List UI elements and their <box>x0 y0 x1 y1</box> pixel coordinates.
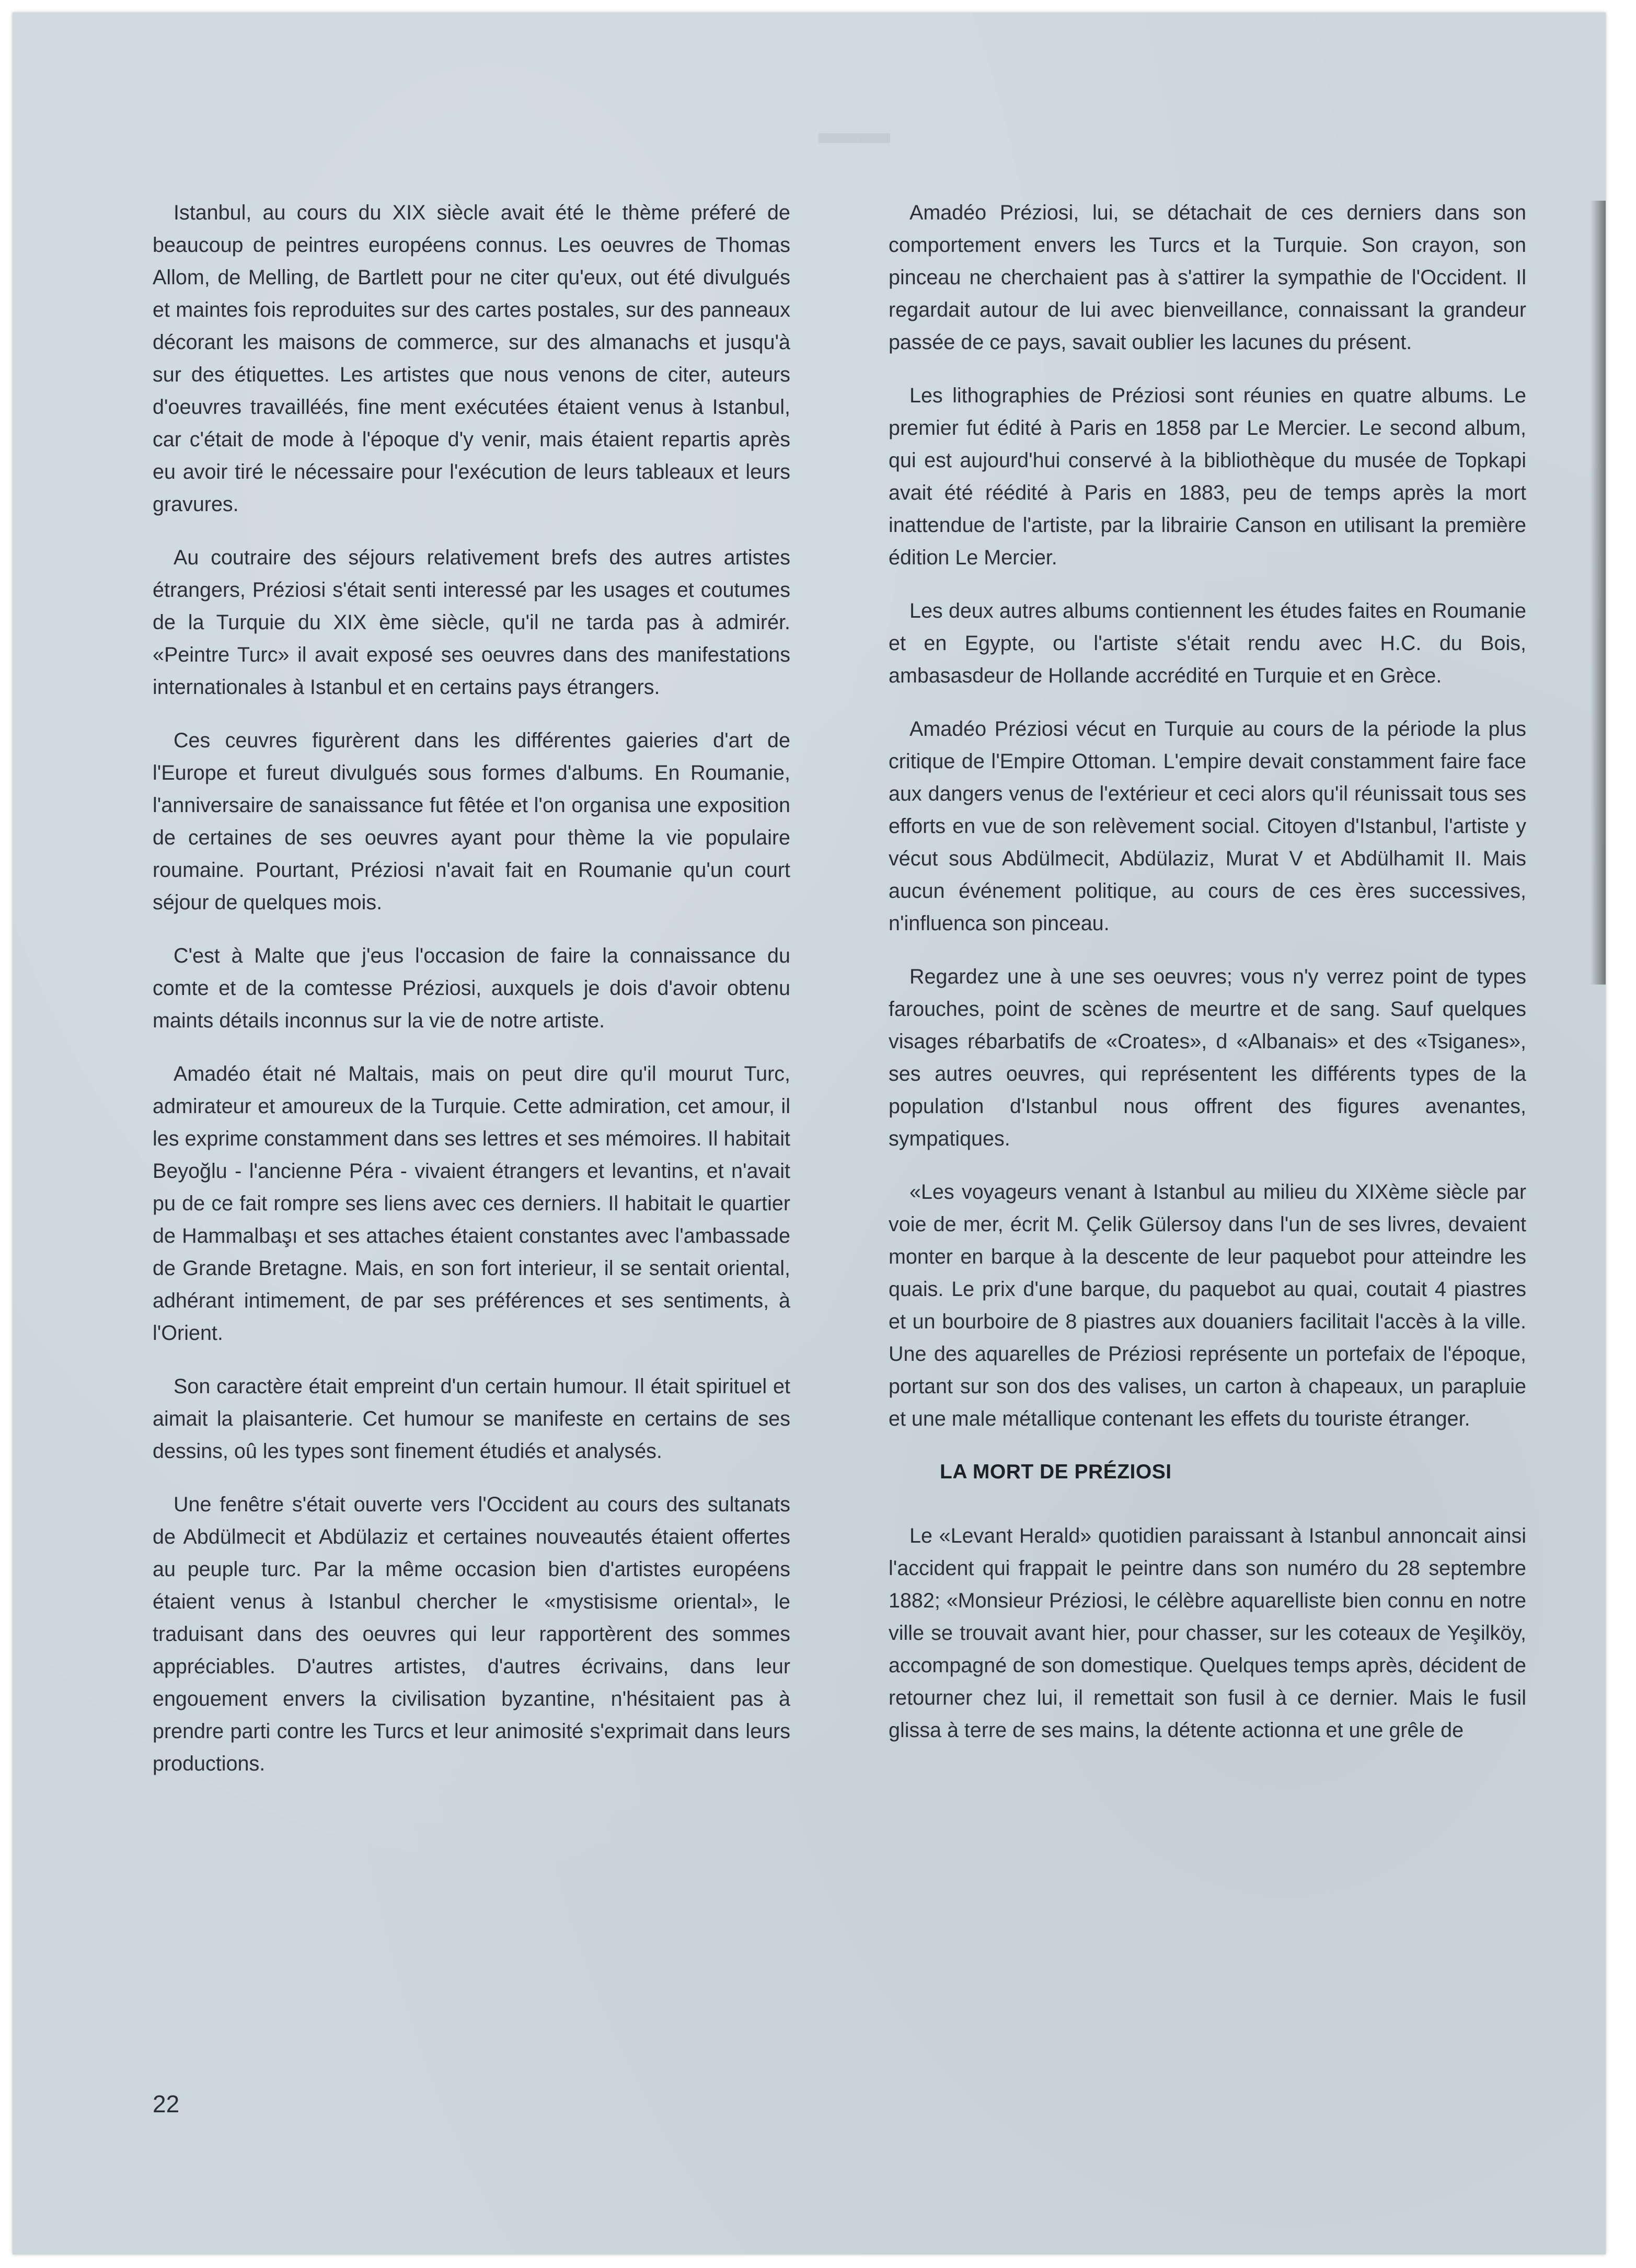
right-column <box>889 196 1526 1767</box>
body-paragraph: Les lithographies de Préziosi sont réunies en quatre albums. Le premier fut édité à Paris en 1858 par Le Mercier. Le second album, qui est aujourd'hui conservé à la bibliothèque du musée de Topkapi avait été réédité à Paris en 1883, peu de temps après la mort inattendue de l'artiste, par la librairie Canson en utilisant la première édition Le Mercier. <box>889 384 1526 569</box>
body-paragraph: Amadéo Préziosi vécut en Turquie au cours de la période la plus critique de l'Empire Ottoman. L'empire devait constamment faire face aux dangers venus de l'extérieur et ceci alors qu'il réunissait tous ses efforts en vue de son relèvement social. Citoyen d'Istanbul, l'artiste y vécut sous Abdülmecit, Abdülaziz, Murat V et Abdülhamit II. Mais aucun événement politique, au cours de ces ères successives, n'influenca son pinceau. <box>889 718 1526 935</box>
bleed-through-background: ─ <box>809 71 889 205</box>
body-paragraph: «Les voyageurs venant à Istanbul au milieu du XIXème siècle par voie de mer, écrit M. Çelik Gülersoy dans l'un de ses livres, devaient monter en barque à la descente de leur paquebot pour atteindre les quais. Le prix d'une barque, du paquebot au quai, coutait 4 piastres et un bourboire de 8 piastres aux douaniers facilitait l'accès à la ville. Une des aquarelles de Préziosi représente un portefaix de l'époque, portant sur son dos des valises, un carton à chapeaux, un parapluie et une male métallique contenant les effets du touriste étranger. <box>889 1181 1526 1430</box>
page-number: 22 <box>153 2090 180 2117</box>
body-paragraph: Istanbul, au cours du XIX siècle avait été le thème préferé de beaucoup de peintres européens connus. Les oeuvres de Thomas Allom, de Melling, de Bartlett pour ne citer qu'eux, out été divulgués et maintes fois reproduites sur des cartes postales, sur des panneaux décorant les maisons de commerce, sur des almanachs et jusqu'à sur des étiquettes. Les artistes que nous venons de citer, auteurs d'oeuvres travailléés, fine ment exécutées étaient venus à Istanbul, car c'était de mode à l'époque d'y venir, mais étaient repartis après eu avoir tiré le nécessaire pour l'exécution de leurs tableaux et leurs gravures. <box>153 201 790 516</box>
section-heading: LA MORT DE PRÉZIOSI <box>940 1461 1172 1483</box>
body-paragraph: Une fenêtre s'était ouverte vers l'Occident au cours des sultanats de Abdülmecit et Abdülaziz et certaines nouveautés étaient offertes au peuple turc. Par la même occasion bien d'artistes européens étaient venus à Istanbul chercher le «mystisisme oriental», le traduisant dans des oeuvres qui leur rapportèrent des sommes appréciables. D'autres artistes, d'autres écrivains, dans leur engouement envers la civilisation byzantine, n'hésitaient pas à prendre parti contre les Turcs et leur animosité s'exprimait dans leurs productions. <box>153 1493 790 1775</box>
body-paragraph: C'est à Malte que j'eus l'occasion de faire la connaissance du comte et de la comtesse Préziosi, auxquels je dois d'avoir obtenu maints détails inconnus sur la vie de notre artiste. <box>153 944 790 1032</box>
body-paragraph: Amadéo était né Maltais, mais on peut dire qu'il mourut Turc, admirateur et amoureux de la Turquie. Cette admiration, cet amour, il les exprime constamment dans ses lettres et ses mémoires. Il habitait Beyoğlu - l'ancienne Péra - vivaient étrangers et levantins, et n'avait pu de ce fait rompre ses liens avec ces derniers. Il habitait le quartier de Hammalbaşı et ses attaches étaient constantes avec l'ambassade de Grande Bretagne. Mais, en son fort interieur, il se sentait oriental, adhérant intimement, de par ses préférences et ses sentiments, à l'Orient. <box>153 1062 790 1345</box>
page-edge-shadow <box>1590 201 1606 985</box>
left-column <box>153 196 790 1801</box>
body-paragraph: Regardez une à une ses oeuvres; vous n'y verrez point de types farouches, point de scènes de meurtre et de sang. Sauf quelques visages rébarbatifs de «Croates», d «Albanais» et des «Tsiganes», ses autres oeuvres, qui représentent les différents types de la population d'Istanbul nous offrent des figures avenantes, sympatiques. <box>889 965 1526 1150</box>
body-paragraph: Le «Levant Herald» quotidien paraissant à Istanbul annoncait ainsi l'accident qui frappait le peintre dans son numéro du 28 septembre 1882; «Monsieur Préziosi, le célèbre aquarelliste bien connu en notre ville se trouvait avant hier, pour chasser, sur les coteaux de Yeşilköy, accompagné de son domestique. Quelques temps après, décident de retourner chez lui, il remettait son fusil à ce dernier. Mais le fusil glissa à terre de ses mains, la détente actionna et une grêle de <box>889 1524 1526 1742</box>
body-paragraph: Amadéo Préziosi, lui, se détachait de ces derniers dans son comportement envers les Turcs et la Turquie. Son crayon, son pinceau ne cherchaient pas à s'attirer la sympathie de l'Occident. Il regardait autour de lui avec bienveillance, connaissant la grandeur passée de ce pays, savait oublier les lacunes du présent. <box>889 201 1526 354</box>
magazine-page <box>13 13 1606 2254</box>
body-paragraph: Son caractère était empreint d'un certain humour. Il était spirituel et aimait la plaisanterie. Cet humour se manifeste en certains de ses dessins, oû les types sont finement étudiés et analysés. <box>153 1375 790 1463</box>
body-paragraph: Ces ceuvres figurèrent dans les différentes gaieries d'art de l'Europe et fureut divulgués sous formes d'albums. En Roumanie, l'anniversaire de sanaissance fut fêtée et l'on organisa une exposition de certaines de ses oeuvres ayant pour thème la vie populaire roumaine. Pourtant, Préziosi n'avait fait en Roumanie qu'un court séjour de quelques mois. <box>153 729 790 914</box>
body-paragraph: Au coutraire des séjours relativement brefs des autres artistes étrangers, Préziosi s'était senti interessé par les usages et coutumes de la Turquie du XIX ème siècle, qu'il ne tarda pas à admirér. «Peintre Turc» il avait exposé ses oeuvres dans des manifestations internationales à Istanbul et en certains pays étrangers. <box>153 546 790 699</box>
body-paragraph: Les deux autres albums contiennent les études faites en Roumanie et en Egypte, ou l'artiste s'était rendu avec H.C. du Bois, ambasasdeur de Hollande accrédité en Turquie et en Grèce. <box>889 599 1526 687</box>
